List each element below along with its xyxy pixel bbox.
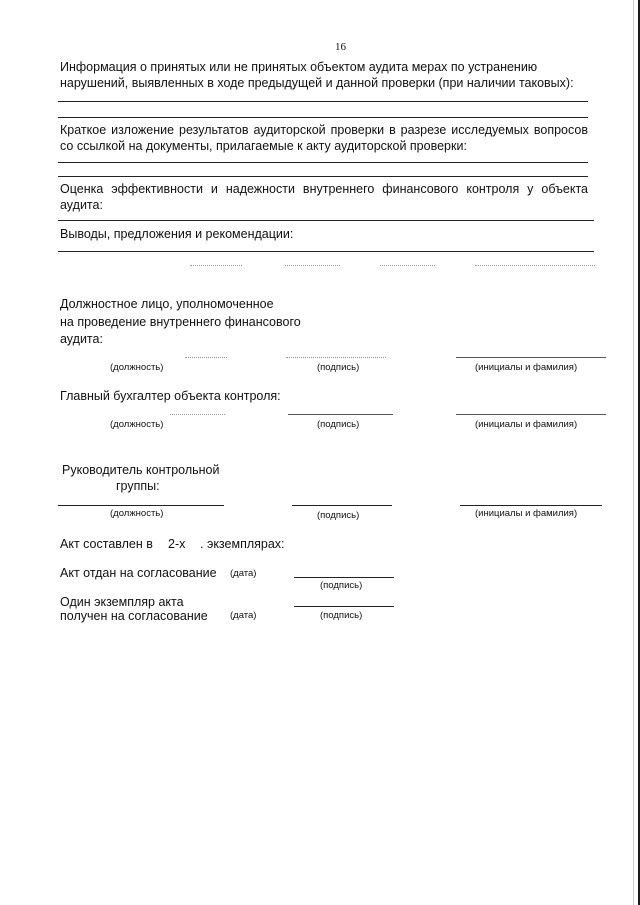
signature-line [288, 414, 393, 415]
signature-line [286, 357, 386, 358]
caption-position: (должность) [110, 508, 164, 519]
caption-signature: (подпись) [320, 580, 363, 591]
act-given-label: Акт отдан на согласование [60, 566, 217, 580]
caption-signature: (подпись) [317, 362, 360, 373]
caption-signature: (подпись) [320, 610, 363, 621]
summary-line2: со ссылкой на документы, прилагаемые к акту аудиторской проверки: [60, 139, 467, 153]
signature-line [185, 357, 227, 358]
fill-line [58, 251, 594, 252]
info-measures-line1: Информация о принятых или не принятых объектом аудита мерах по устранению [60, 60, 538, 74]
faint-line [285, 265, 340, 266]
caption-initials: (инициалы и фамилия) [475, 508, 578, 519]
faint-line [380, 265, 435, 266]
official-line3: аудита: [60, 332, 103, 346]
faint-line [475, 265, 595, 266]
act-suffix: . экземплярах: [200, 537, 285, 551]
signature-line [292, 505, 392, 506]
fill-line [58, 101, 588, 102]
summary-line1: Краткое изложение результатов аудиторской проверки в разрезе исследуемых вопросов [60, 123, 588, 137]
group-head-line1: Руководитель контрольной [62, 463, 220, 477]
caption-position: (должность) [110, 362, 164, 373]
assessment-line1: Оценка эффективности и надежности внутреннего финансового контроля у объекта [60, 182, 588, 196]
fill-line [58, 162, 588, 163]
fill-line [58, 176, 588, 177]
fill-line [58, 117, 588, 118]
signature-line [58, 505, 224, 506]
act-copies: 2-х [168, 537, 186, 551]
caption-date: (дата) [230, 610, 257, 621]
official-line1: Должностное лицо, уполномоченное [60, 297, 274, 311]
caption-position: (должность) [110, 419, 164, 430]
act-received-line1: Один экземпляр акта [60, 595, 184, 609]
caption-initials: (инициалы и фамилия) [475, 362, 578, 373]
conclusions-line1: Выводы, предложения и рекомендации: [60, 227, 294, 241]
caption-signature: (подпись) [317, 419, 360, 430]
signature-line [294, 606, 394, 607]
assessment-line2: аудита: [60, 198, 103, 212]
caption-signature: (подпись) [317, 510, 360, 521]
info-measures-line2: нарушений, выявленных в ходе предыдущей и данной проверки (при наличии таковых): [60, 76, 574, 90]
act-prefix: Акт составлен в [60, 537, 153, 551]
signature-line [456, 357, 606, 358]
fill-line [58, 220, 594, 221]
official-line2: на проведение внутреннего финансового [60, 315, 301, 329]
signature-line [294, 577, 394, 578]
scan-edge-shadow [633, 0, 634, 905]
caption-date: (дата) [230, 568, 257, 579]
act-received-line2: получен на согласование [60, 609, 208, 623]
signature-line [456, 414, 606, 415]
faint-line [190, 265, 242, 266]
group-head-line2: группы: [116, 479, 160, 493]
caption-initials: (инициалы и фамилия) [475, 419, 578, 430]
signature-line [460, 505, 602, 506]
page-number: 16 [335, 41, 346, 53]
signature-line [170, 414, 225, 415]
chief-accountant-label: Главный бухгалтер объекта контроля: [60, 389, 281, 403]
